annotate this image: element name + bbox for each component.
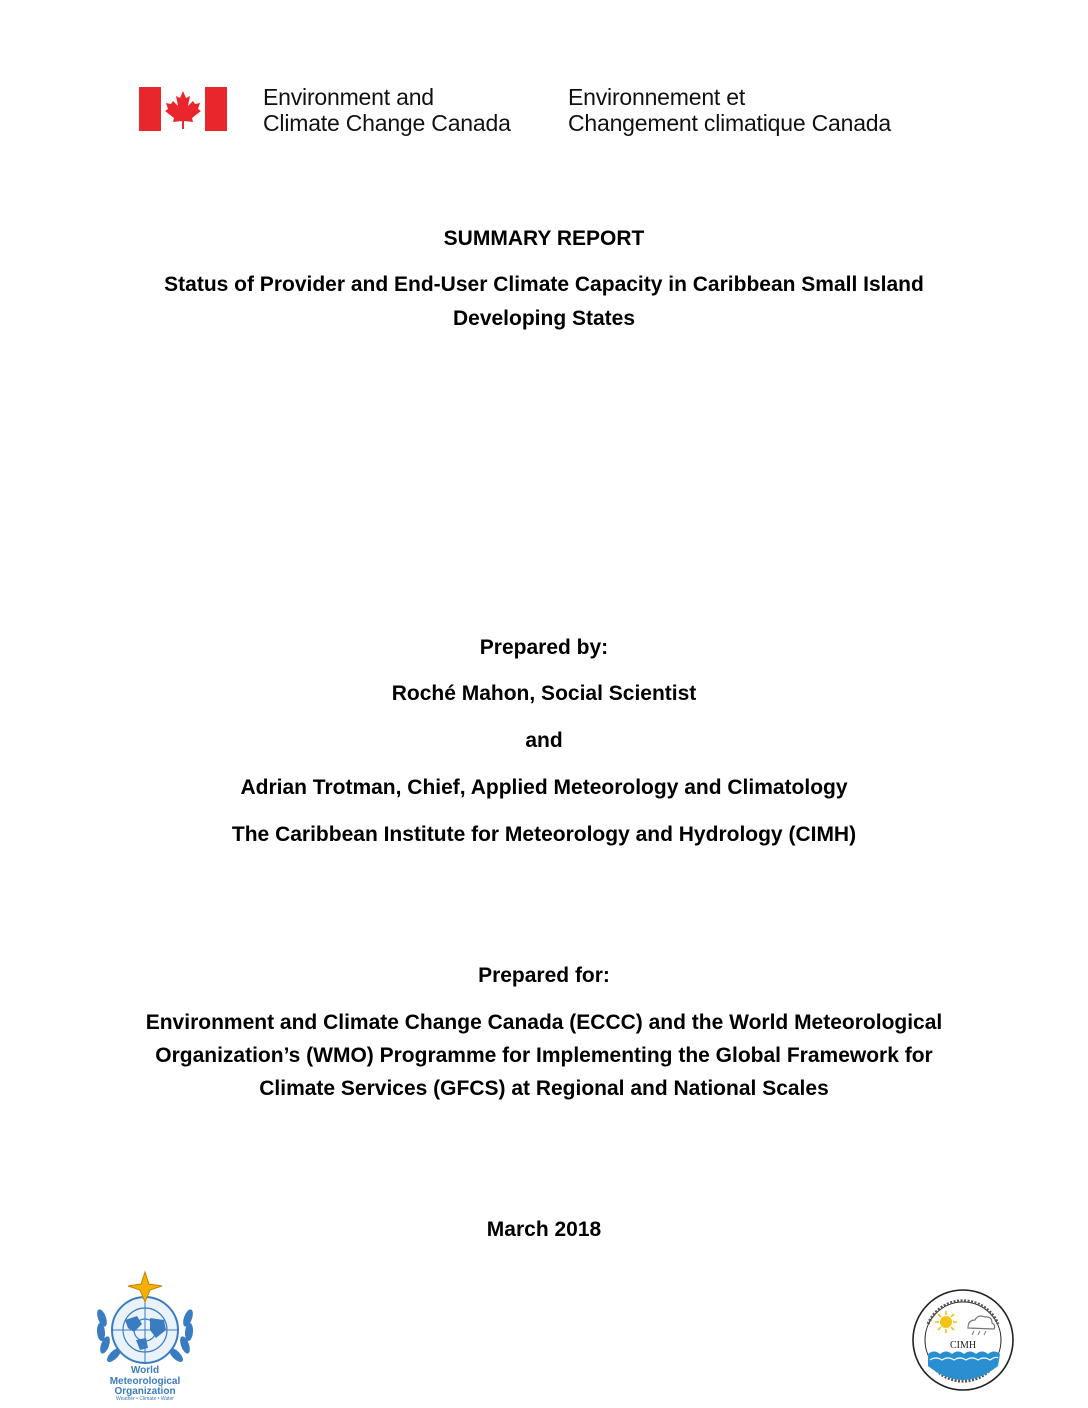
wmo-tagline: Weather • Climate • Water — [116, 1396, 174, 1400]
french-agency-name — [568, 84, 891, 136]
report-title-line-2: Developing States — [452, 307, 636, 330]
report-date: March 2018 — [486, 1218, 602, 1241]
wmo-logo — [92, 1268, 198, 1400]
wmo-text-2: Meteorological — [109, 1376, 181, 1387]
institution: The Caribbean Institute for Meteorology and Hydrology (CIMH) — [231, 823, 857, 846]
french-line-1: Environnement et — [568, 84, 746, 110]
ecc-header — [139, 84, 959, 140]
report-title-line-1: Status of Provider and End-User Climate Capacity in Caribbean Small Island — [164, 273, 924, 296]
english-line-2: Climate Change Canada — [263, 110, 511, 136]
author-2: Adrian Trotman, Chief, Applied Meteorology and Climatology — [240, 776, 848, 799]
prepared-for-line-1: Environment and Climate Change Canada (ECCC) and the World Meteorological — [145, 1011, 943, 1034]
french-line-2: Changement climatique Canada — [568, 110, 891, 136]
wmo-text-1: World — [130, 1365, 160, 1376]
cimh-logo — [910, 1288, 1016, 1392]
prepared-for-line-3: Climate Services (GFCS) at Regional and National Scales — [259, 1077, 829, 1100]
prepared-by-label: Prepared by: — [479, 636, 609, 659]
conjunction: and — [525, 729, 563, 752]
wmo-text-3: Organization — [114, 1386, 176, 1397]
canada-flag-icon — [139, 87, 227, 131]
report-type: SUMMARY REPORT — [443, 227, 645, 250]
prepared-for-label: Prepared for: — [478, 964, 610, 987]
prepared-for-line-2: Organization’s (WMO) Programme for Implementing the Global Framework for — [155, 1044, 933, 1067]
cimh-abbrev: CIMH — [949, 1340, 977, 1351]
english-agency-name — [263, 84, 511, 136]
english-line-1: Environment and — [263, 84, 434, 110]
author-1: Roché Mahon, Social Scientist — [391, 682, 697, 705]
